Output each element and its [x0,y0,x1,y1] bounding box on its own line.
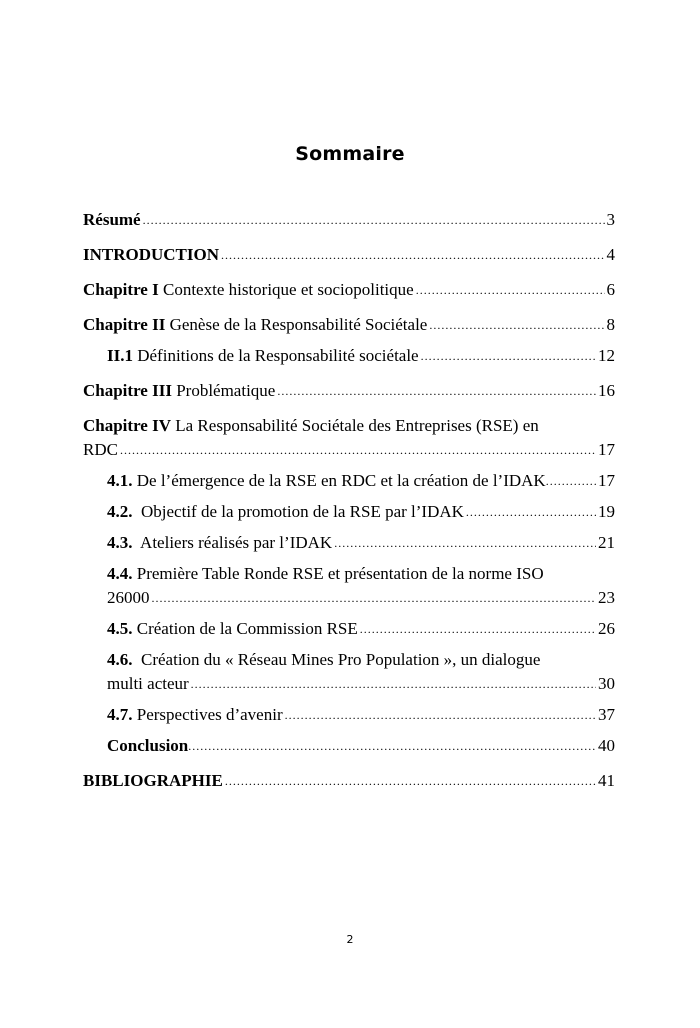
toc-entry-heading: 4.4. [107,564,133,583]
toc-page-number: 26 [598,619,615,638]
toc-entry-4-5[interactable] [83,617,615,642]
toc-entry-heading: 4.1. [107,471,133,490]
toc-page-number: 23 [598,588,615,607]
toc-entry-text: Création du « Réseau Mines Pro Population », un dialogue [132,650,541,669]
toc-entry-text: Objectif de la promotion de la RSE par l’IDAK [132,502,464,521]
toc-entry-4-3[interactable] [83,531,615,556]
toc-page-number: 21 [598,533,615,552]
toc-entry-text-continued: 26000 [107,588,150,607]
toc-page-number: 41 [598,771,615,790]
toc-page-number: 37 [598,705,615,724]
dot-leader [143,207,605,232]
table-of-contents [83,208,615,794]
toc-entry-4-6[interactable] [83,648,615,697]
toc-entry-4-1[interactable] [83,469,615,494]
toc-entry-chapitre-4[interactable] [83,414,615,463]
toc-page-number: 19 [598,502,615,521]
toc-entry-heading: Chapitre I [83,280,159,299]
toc-entry-chapitre-3[interactable] [83,379,615,404]
dot-leader [360,616,596,641]
toc-entry-text-continued: multi acteur [107,674,189,693]
page-number: 2 [346,933,354,946]
toc-entry-heading: 4.5. [107,619,133,638]
dot-leader [429,312,604,337]
dot-leader [188,733,596,758]
toc-entry-heading: Conclusion [107,736,189,755]
toc-page-number: 40 [598,736,615,755]
dot-leader [416,277,605,302]
page-title: Sommaire [295,143,405,165]
toc-entry-heading: Chapitre IV [83,416,171,435]
toc-entry-chapitre-1[interactable] [83,278,615,303]
toc-entry-text: Création de la Commission RSE [132,619,358,638]
toc-entry-text: De l’émergence de la RSE en RDC et la création de l’IDAK [132,471,546,490]
toc-page-number: 16 [598,381,615,400]
toc-entry-heading: II.1 [107,346,133,365]
toc-entry-heading: 4.3. [107,533,133,552]
toc-page-number: 4 [606,245,615,264]
toc-entry-bibliographie[interactable] [83,769,615,794]
toc-entry-text: Problématique [171,381,276,400]
toc-entry-resume[interactable] [83,208,615,233]
dot-leader [191,671,596,696]
dot-leader [221,242,604,267]
toc-entry-heading: 4.7. [107,705,133,724]
toc-entry-4-2[interactable] [83,500,615,525]
toc-page-number: 17 [598,471,615,490]
toc-entry-text: Perspectives d’avenir [132,705,283,724]
toc-entry-heading: INTRODUCTION [83,245,220,264]
toc-page-number: 30 [598,674,615,693]
toc-entry-text-continued: RDC [83,440,118,459]
toc-entry-heading: Chapitre III [83,381,172,400]
dot-leader [225,768,596,793]
toc-entry-text: Genèse de la Responsabilité Sociétale [165,315,428,334]
toc-entry-conclusion[interactable] [83,734,615,759]
toc-entry-heading: Résumé [83,210,141,229]
toc-entry-text: La Responsabilité Sociétale des Entreprises (RSE) en [171,416,539,435]
toc-entry-text: Définitions de la Responsabilité sociétale [132,346,419,365]
dot-leader [421,343,596,368]
toc-entry-4-7[interactable] [83,703,615,728]
toc-page-number: 3 [606,210,615,229]
toc-entry-ii-1[interactable] [83,344,615,369]
toc-entry-chapitre-2[interactable] [83,313,615,338]
toc-entry-4-4[interactable] [83,562,615,611]
toc-page-number: 8 [606,315,615,334]
dot-leader [120,437,596,462]
toc-page-number: 6 [606,280,615,299]
dot-leader [546,468,598,493]
toc-page-number: 17 [598,440,615,459]
toc-entry-text: Première Table Ronde RSE et présentation de la norme ISO [132,564,544,583]
toc-entry-heading: BIBLIOGRAPHIE [83,771,223,790]
toc-entry-heading: 4.2. [107,502,133,521]
toc-entry-text: Contexte historique et sociopolitique [158,280,414,299]
toc-page-number: 12 [598,346,615,365]
dot-leader [285,702,596,727]
toc-entry-introduction[interactable] [83,243,615,268]
dot-leader [152,585,597,610]
dot-leader [334,530,596,555]
toc-entry-heading: Chapitre II [83,315,166,334]
toc-entry-text: Ateliers réalisés par l’IDAK [132,533,333,552]
dot-leader [466,499,596,524]
toc-entry-heading: 4.6. [107,650,133,669]
dot-leader [277,378,596,403]
